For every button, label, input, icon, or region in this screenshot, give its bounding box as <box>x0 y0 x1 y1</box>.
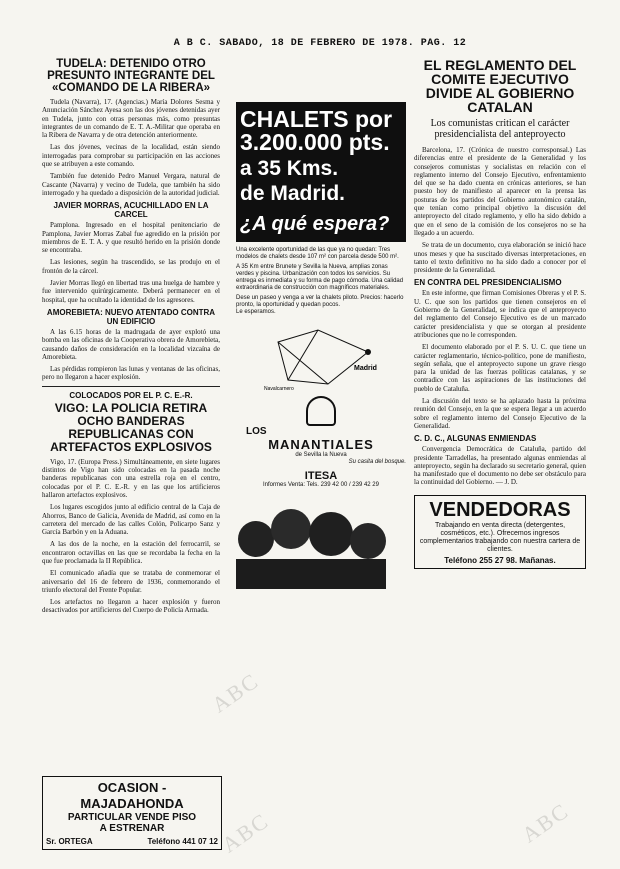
ad-body: Una excelente oportunidad de las que ya no quedan: Tres modelos de chalets desde 107 m² con parcela desde 500 m². <box>236 247 399 260</box>
paragraph: En este informe, que firman Comisiones Obreras y el P. S. U. C. que son los partidos que tienen consejeros en el Gobierno de la Generalidad, se indica que el anteproyecto del reglamento del Consejo Ejecutivo es de un marcado carácter presidencialista y que se otorgan al presidente atribuciones que no le corresponden. <box>414 289 586 339</box>
paragraph: También fue detenido Pedro Manuel Vergara, natural de Cascante (Navarra) y vecino de Tudela, que también ha sido interrogado y ha quedado a disposición de la autoridad judicial. <box>42 172 220 197</box>
chalet-price: 3.200.000 pts. <box>240 129 390 155</box>
tree-icon <box>271 509 311 549</box>
paragraph: Las dos jóvenes, vecinas de la localidad, están siendo interrogadas para comprobar su participación en las acciones que se atribuyen a este comando. <box>42 143 220 169</box>
paragraph: Pamplona. Ingresado en el hospital penitenciario de Pamplona, Javier Morras Zabal fue agredido en la prisión por miembros de E. T. A. y que resultó herido en la prisión donde se encontraba. <box>42 221 220 255</box>
ad-phone: Teléfono 255 27 98. Mañanas. <box>444 555 556 565</box>
divider <box>42 386 220 387</box>
chalet-question: ¿A qué espera? <box>240 213 390 235</box>
paragraph: Javier Morras llegó en libertad tras una huelga de hambre y fue intervenido quirúrgicamente. Deberá permanecer en el hospital, que ha ocultado la identidad de los agresores. <box>42 279 220 304</box>
paragraph: Las pérdidas rompieron las lunas y ventanas de las oficinas, pero no llegaron a hacer explosión. <box>42 365 220 382</box>
dek: Los comunistas critican el carácter presidencialista del anteproyecto <box>430 118 570 140</box>
brand-los: LOS <box>246 426 267 437</box>
ad-contact-phone: Teléfono 441 07 12 <box>147 837 218 846</box>
chalet-line: a 35 Kms. <box>240 157 339 180</box>
page-header: A B C. SABADO, 18 DE FEBRERO DE 1978. PAG. 12 <box>173 38 467 49</box>
tree-icon <box>238 521 274 557</box>
map-route <box>278 330 368 384</box>
paragraph: A las 6.15 horas de la madrugada de ayer explotó una bomba en las oficinas de la Cooperativa obrera de Amorebieta, causando daños de consideración en la localidad vizcaína de Amorebieta. <box>42 327 220 361</box>
map-town-madrid: Madrid <box>354 365 377 372</box>
brand-manantiales: MANANTIALES <box>268 437 374 452</box>
paragraph: La discusión del texto se ha aplazado hasta la próxima reunión del Consejo, en la que se espera llegar a un acuerdo sobre el reglamento interno del Consejo Ejecutivo de la Generalidad. <box>414 397 586 430</box>
ground <box>236 559 386 589</box>
paragraph: Se trata de un documento, cuya elaboración se inició hace unos meses y que ha suscitado diversas interpretaciones, en tanto el texto definitivo no ha sido dado a conocer por el presidente de la Generalidad. <box>414 241 586 275</box>
watermark: ABC <box>207 667 264 718</box>
headline-tudela: TUDELA: DETENIDO OTRO PRESUNTO INTEGRANTE DEL «COMANDO DE LA RIBERA» <box>47 58 215 94</box>
headline-vigo: VIGO: LA POLICIA RETIRA OCHO BANDERAS REPUBLICANAS CON ARTEFACTOS EXPLOSIVOS <box>50 400 212 454</box>
forest-illustration <box>236 499 386 589</box>
right-column <box>414 58 586 569</box>
brand-tagline: Su casita del bosque. <box>348 459 406 465</box>
location-map <box>258 322 388 392</box>
ad-contact <box>46 837 218 846</box>
paragraph: El comunicado añadía que se trataba de conmemorar el aniversario del 16 de febrero de 1936, conmemorando el triunfo electoral del Frente Popular. <box>42 569 220 594</box>
paragraph: El documento elaborado por el P. S. U. C. que tiene un carácter reglamentario, técnico-político, pone de manifiesto, según señala, que el anteproyecto supone un grave riesgo para la unidad de las fuerzas políticas catalanas, y se contradice con las aspiraciones de las instituciones del pueblo de Cataluña. <box>414 343 586 393</box>
ad-subtitle: PARTICULAR VENDE PISO <box>67 812 197 823</box>
chalets-advertisement <box>236 102 406 589</box>
map-town-navalcarnero: Navalcarnero <box>264 386 294 392</box>
chalet-line: CHALETS por <box>240 106 393 132</box>
subhead-amorebieta: AMOREBIETA: NUEVO ATENTADO CONTRA UN EDIFICIO <box>46 307 216 326</box>
subhead-cdc: C. D. C., ALGUNAS ENMIENDAS <box>414 434 537 444</box>
ad-subtitle: A ESTRENAR <box>99 823 165 834</box>
paragraph: Vigo, 17. (Europa Press.) Simultáneamente, en siete lugares distintos de Vigo han sido colocadas en la pasada noche banderas republicanas con una estrella roja en el centro, colocadas por el P. C. E.-R. y en las que los artificieros hallaron artefactos explosivos. <box>42 457 220 499</box>
brand-itesa: ITESA <box>304 470 338 482</box>
ad-body: A 35 Km entre Brunete y Sevilla la Nueva, amplias zonas verdes y piscina. Urbanización con todos los servicios. Su entrega es inmediata y su forma de pago cómoda. Una calidad extraordinaria de construcción con magníficos materiales. <box>236 264 404 291</box>
chalet-banner <box>236 102 406 242</box>
kicker-pcer: COLOCADOS POR EL P. C. E.-R. <box>69 390 193 400</box>
chalet-line: de Madrid. <box>240 182 346 205</box>
paragraph: Los artefactos no llegaron a hacer explosión y fueron desactivados por artificieros del Cuerpo de Policía Armada. <box>42 598 220 615</box>
left-column <box>42 58 220 619</box>
brand-contact: Informes Venta: Tels. 239 42 00 / 239 42 29 <box>263 482 379 488</box>
tree-logo-icon <box>306 396 336 426</box>
classified-ad-vendedoras <box>414 495 586 569</box>
paragraph: Los lugares escogidos junto al edificio central de la Caja de Ahorros, Banco de Galicia, Avenida de Madrid, así como en la carretera del mercado de las calles Colón, Policarpo Sanz y García Barbón y en la Aduana. <box>42 503 220 537</box>
map-dot <box>365 349 371 355</box>
tree-icon <box>350 523 386 559</box>
tree-icon <box>309 512 353 556</box>
ad-title: OCASION - MAJADAHONDA <box>80 780 184 811</box>
watermark: ABC <box>217 807 274 858</box>
brand-block <box>236 396 406 489</box>
subhead-morras: JAVIER MORRAS, ACUCHILLADO EN LA CARCEL <box>53 201 209 220</box>
classified-ad-majadahonda <box>42 776 222 850</box>
paragraph: A las dos de la noche, en la estación del ferrocarril, se encontraron octavillas en las que se recordaba la fecha en la que fue proclamada la II República. <box>42 540 220 565</box>
ad-body: Le esperamos. <box>236 309 276 315</box>
ad-title: VENDEDORAS <box>429 498 571 521</box>
ad-body: Dese un paseo y venga a ver la chalets piloto. Precios: hacerlo pronto, la oportunidad y quedan pocos. <box>236 295 404 308</box>
headline-reglamento: EL REGLAMENTO DEL COMITE EJECUTIVO DIVIDE AL GOBIERNO CATALAN <box>423 57 577 115</box>
ad-body: Trabajando en venta directa (detergentes, cosméticos, etc.). Ofrecemos ingresos complementarios trabajando con nuestra cartera de clientes. <box>419 521 581 553</box>
paragraph: Tudela (Navarra), 17. (Agencias.) María Dolores Sesma y Anunciación Sánchez Ayesa son las dos jóvenes detenidas ayer en Tudela, junto con otras personas más, como presuntas integrantes de un comando de E. T. A.-Militar que operaba en la Ribera de Navarra y de otra detención anteriormente. <box>42 98 220 140</box>
paragraph: Las lesiones, según ha trascendido, se las produjo en el frontón de la cárcel. <box>42 258 220 275</box>
watermark: ABC <box>517 797 574 848</box>
brand-subtitle: de Sevilla la Nueva <box>295 452 347 458</box>
paragraph: Barcelona, 17. (Crónica de nuestro corresponsal.) Las diferencias entre el presidente de la Generalidad y los consejeros comunistas y socialistas en relación con el reglamento interno del Consejo Ejecutivo, enfrentamiento del que se ha dado cuenta en crónicas anteriores, se han puesto hoy de manifiesto al aparecer en la prensa las posturas de los partidos del Gobierno autonómico catalán, que tenían como principal objetivo la discusión del anteproyecto del citado reglamento, y ello ha sido debido a que en el seno de la comisión de los consejeros no se ha llegado a un acuerdo. <box>414 146 586 237</box>
map-road <box>278 342 328 384</box>
ad-contact-name: Sr. ORTEGA <box>46 837 93 846</box>
paragraph: Convergencia Democrática de Cataluña, partido del presidente Tarradellas, ha presentado algunas enmiendas al anteproyecto, según ha declarado su secretario general, quien ha manifestado que el documento no debe ser obstáculo para la continuidad del Gobierno. — J. D. <box>414 445 586 487</box>
subhead-presidencialismo: EN CONTRA DEL PRESIDENCIALISMO <box>414 278 562 288</box>
